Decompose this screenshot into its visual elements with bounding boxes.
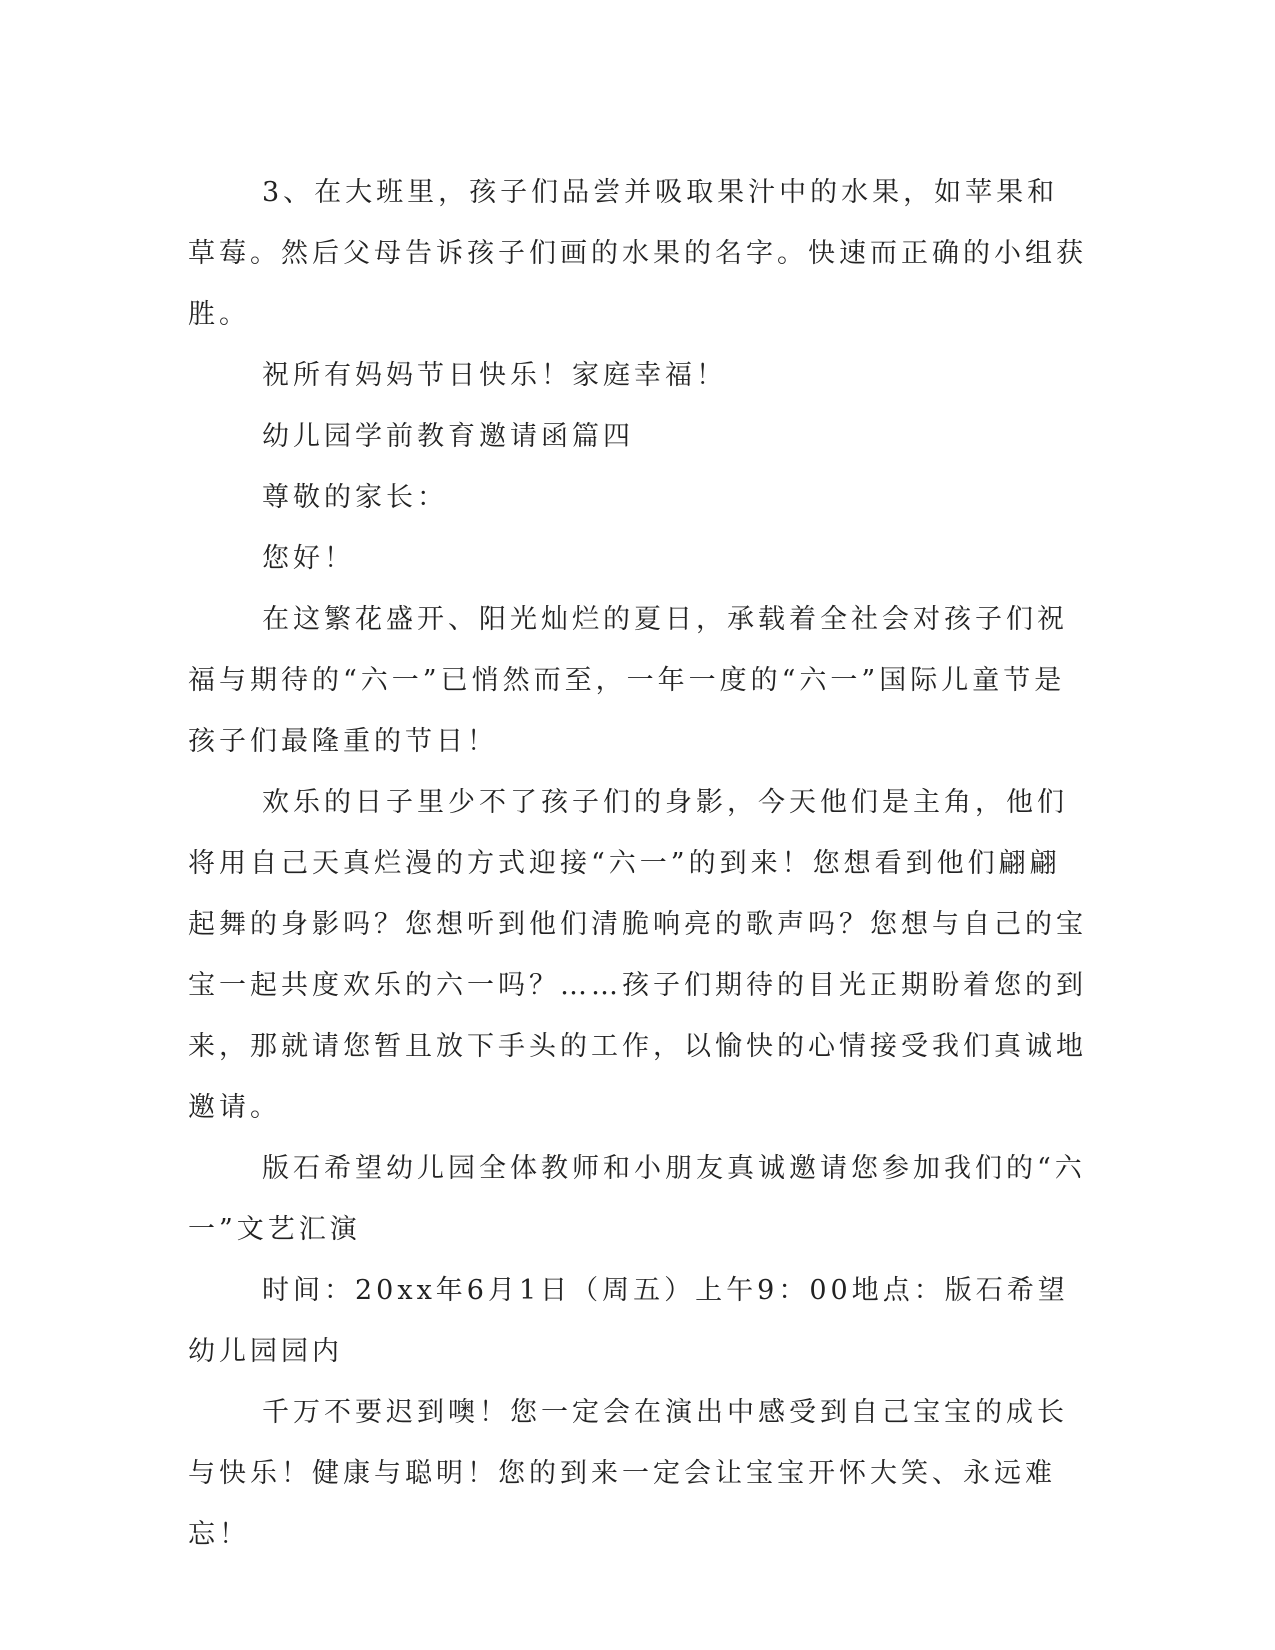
paragraph-closing: 千万不要迟到噢！您一定会在演出中感受到自己宝宝的成长与快乐！健康与聪明！您的到来一定会让宝宝开怀大笑、永远难忘！ xyxy=(188,1397,1068,1550)
paragraph-childrens-day-intro: 在这繁花盛开、阳光灿烂的夏日，承载着全社会对孩子们祝福与期待的“六一”已悄然而至，一年一度的“六一”国际儿童节是孩子们最隆重的节日！ xyxy=(188,604,1068,757)
document-body xyxy=(188,162,1088,1565)
paragraph-invitation-body: 欢乐的日子里少不了孩子们的身影，今天他们是主角，他们将用自己天真烂漫的方式迎接“六一”的到来！您想看到他们翩翩起舞的身影吗？您想听到他们清脆响亮的歌声吗？您想与自己的宝宝一起共度欢乐的六一吗？……孩子们期待的目光正期盼着您的到来，那就请您暂且放下手头的工作，以愉快的心情接受我们真诚地邀请。 xyxy=(188,787,1087,1123)
greeting: 您好！ xyxy=(262,543,355,574)
paragraph-invitation-statement: 版石希望幼儿园全体教师和小朋友真诚邀请您参加我们的“六一”文艺汇演 xyxy=(188,1153,1086,1245)
paragraph-fruit-game: 3、在大班里，孩子们品尝并吸取果汁中的水果，如苹果和草莓。然后父母告诉孩子们画的水果的名字。快速而正确的小组获胜。 xyxy=(188,177,1087,330)
paragraph-time-location: 时间：20xx年6月1日（周五）上午9：00地点：版石希望幼儿园园内 xyxy=(188,1275,1069,1367)
salutation: 尊敬的家长： xyxy=(262,482,448,513)
section-heading: 幼儿园学前教育邀请函篇四 xyxy=(262,421,634,452)
paragraph-mothers-wish: 祝所有妈妈节日快乐！家庭幸福！ xyxy=(262,360,727,391)
